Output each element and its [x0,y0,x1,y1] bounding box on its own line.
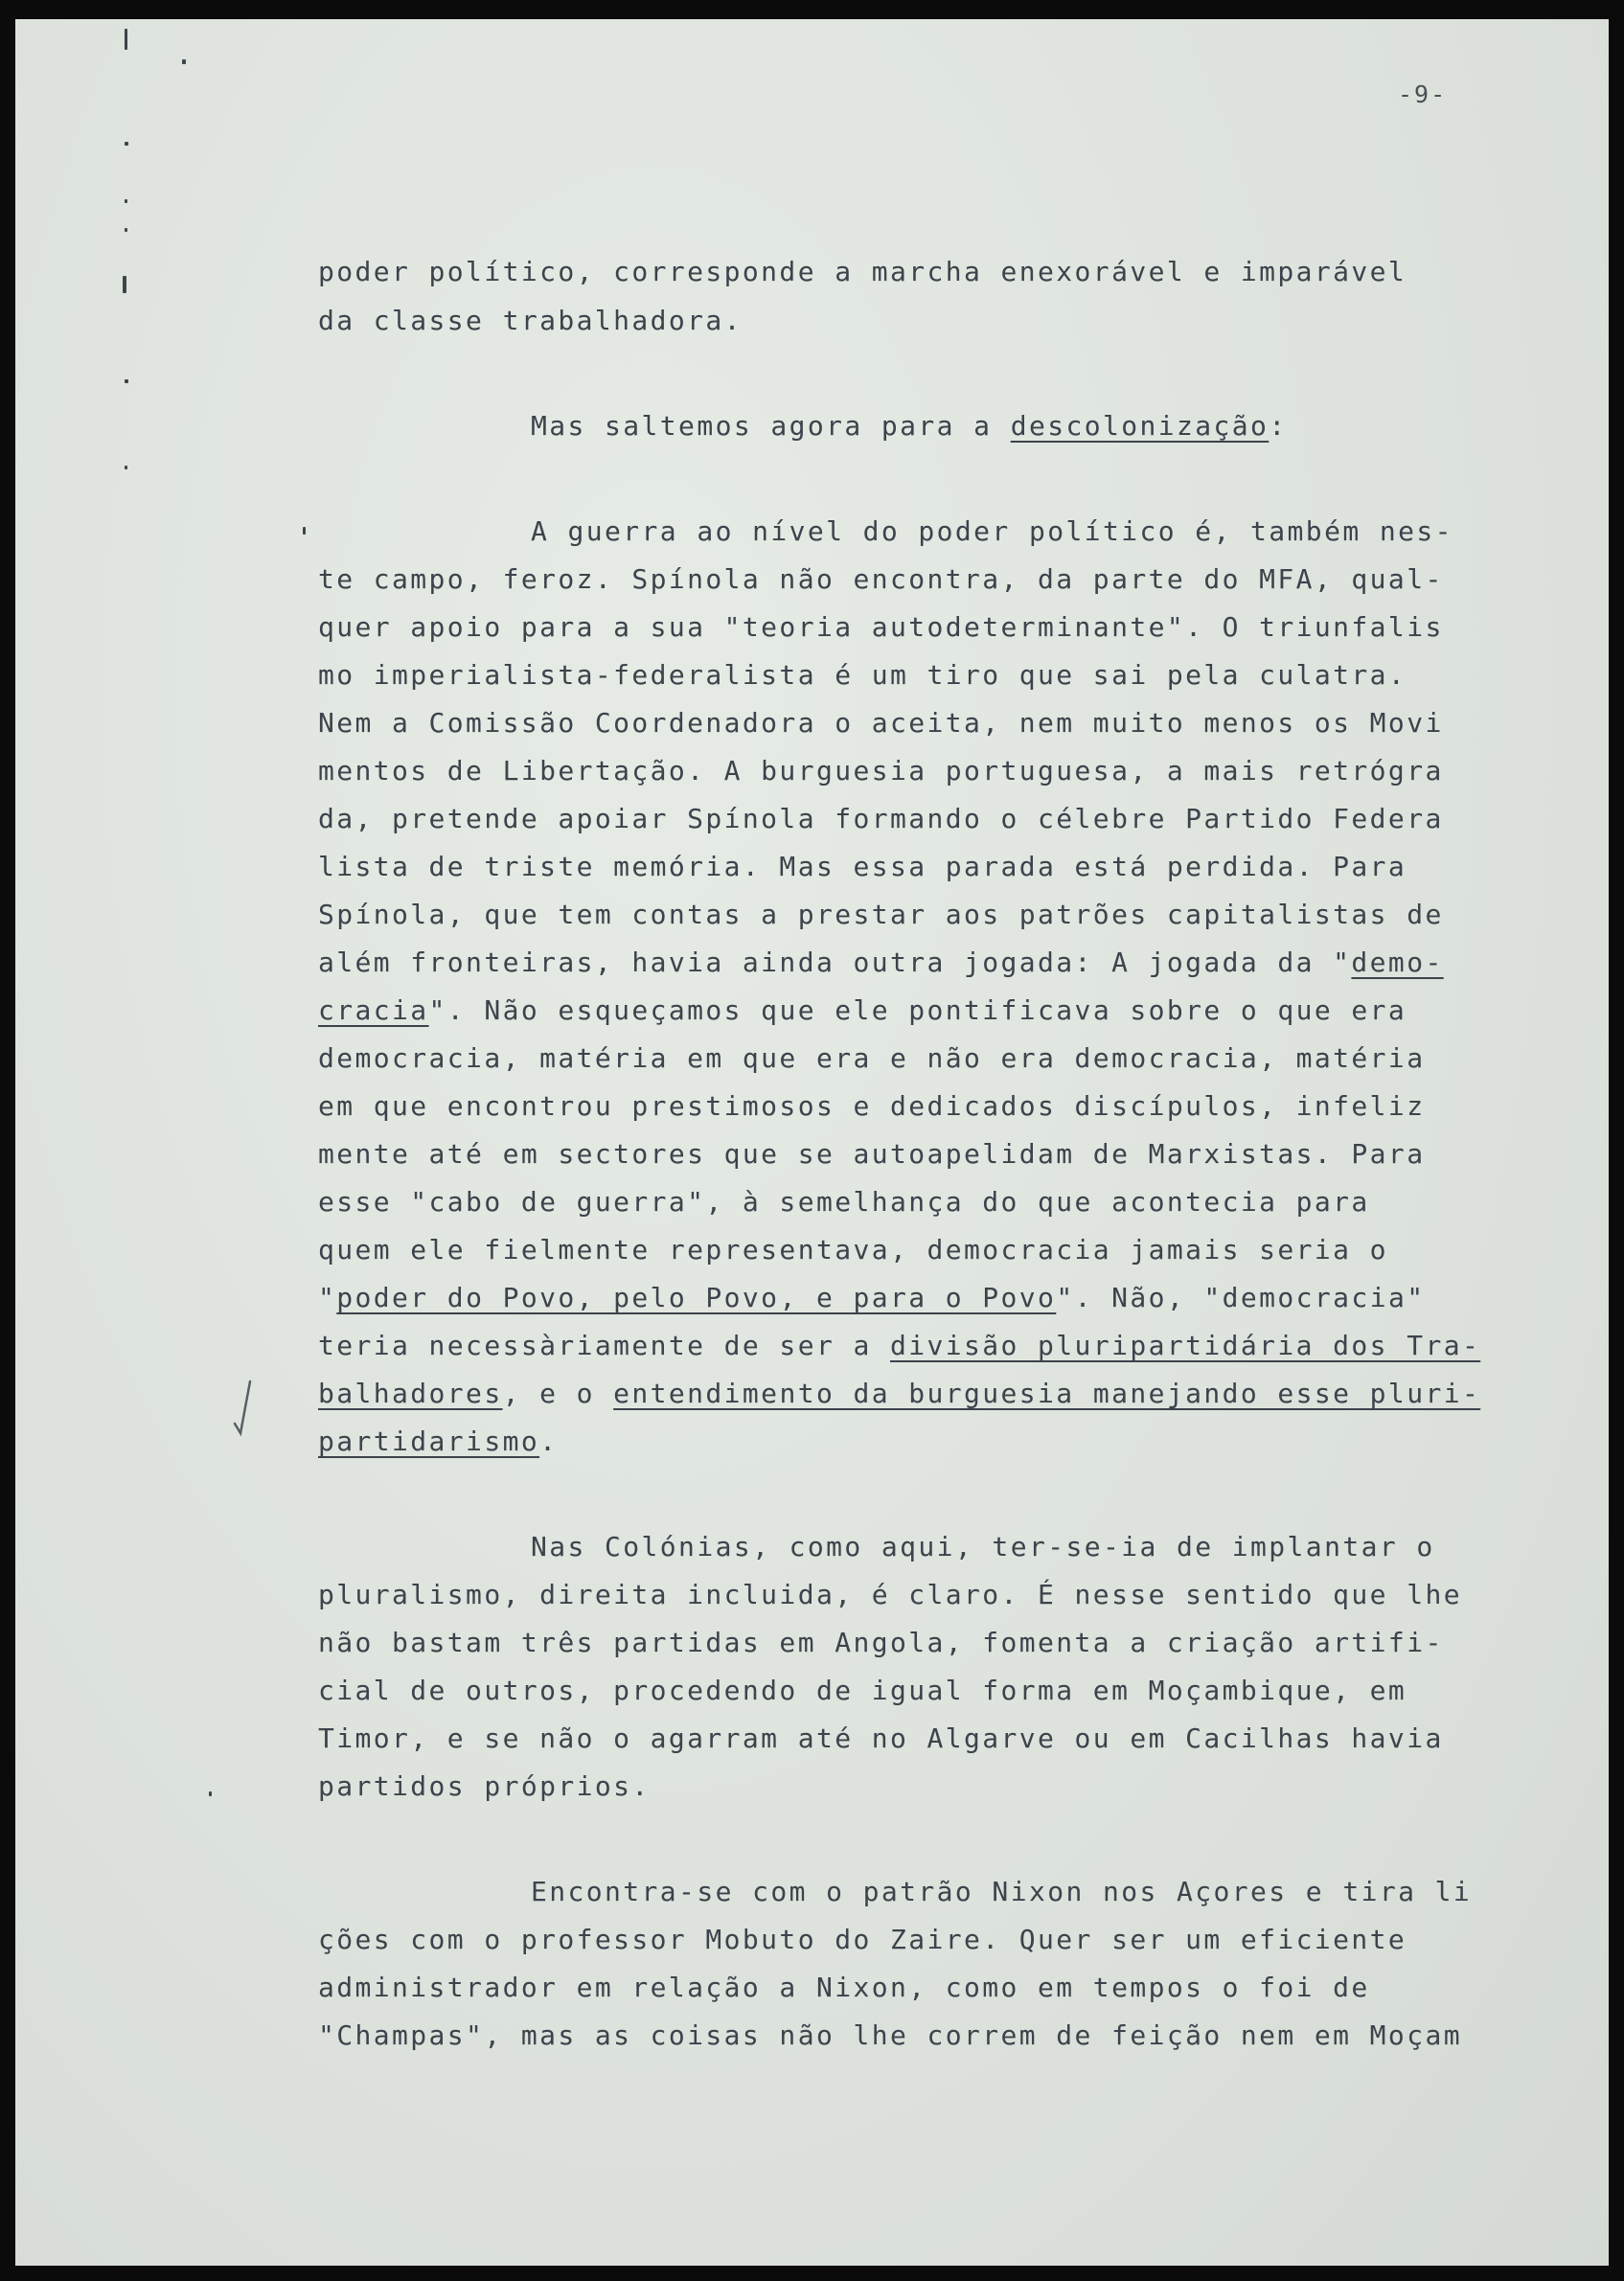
text-span: Mas saltemos agora para a [531,410,1011,442]
text-span: ". Não, "democracia" [1056,1282,1426,1313]
text-line [318,994,1407,1027]
text-line: te campo, feroz. Spínola não encontra, da parte do MFA, qual- [318,563,1444,595]
underlined-text: poder do Povo, pelo Povo, e para o Povo [336,1282,1057,1313]
underlined-text: entendimento da burguesia manejando esse pluri- [613,1378,1481,1409]
text-line: da, pretende apoiar Spínola formando o célebre Partido Federa [318,803,1444,834]
handwritten-check-mark [231,1370,269,1447]
text-line: Nem a Comissão Coordenadora o aceita, nem muito menos os Movi [318,707,1444,739]
scan-mark [125,142,128,146]
text-line [318,1378,1480,1410]
underlined-text: descolonização [1010,410,1269,442]
text-line: da classe trabalhadora. [318,305,743,336]
text-line: democracia, matéria em que era e não era democracia, matéria [318,1042,1426,1074]
text-line [318,1330,1480,1362]
text-line: quem ele fielmente representava, democracia jamais seria o [318,1234,1388,1266]
text-span: " [318,1282,337,1313]
page-number: -9- [1398,80,1448,108]
text-line: pluralismo, direita incluida, é claro. É nesse sentido que lhe [318,1579,1462,1610]
text-line: Timor, e se não o agarram até no Algarve ou em Cacilhas havia [318,1722,1444,1754]
scan-mark [303,527,306,535]
underlined-text: balhadores [318,1378,503,1409]
text-line: mo imperialista-federalista é um tiro que sai pela culatra. [318,659,1407,691]
underlined-text: demo- [1351,947,1444,978]
text-span: além fronteiras, havia ainda outra jogada: A jogada da " [318,947,1352,978]
scan-mark [125,199,127,203]
text-line: quer apoio para a sua "teoria autodeterminante". O triunfalis [318,611,1444,643]
text-span: , e o [502,1378,614,1409]
text-line [318,1282,1425,1314]
document-page [15,19,1609,2266]
scan-mark [125,228,127,232]
text-line: poder político, corresponde a marcha enexorável e imparável [318,256,1407,287]
underlined-text: divisão pluripartidária dos Tra- [889,1330,1481,1361]
text-line [531,410,1288,443]
underlined-text: partidarismo [318,1426,540,1457]
text-span: . [539,1426,559,1457]
scan-mark [209,1791,212,1796]
text-line: mente até em sectores que se autoapelidam de Marxistas. Para [318,1138,1426,1170]
text-line: ções com o professor Mobuto do Zaire. Quer ser um eficiente [318,1924,1407,1955]
scan-mark [125,466,127,469]
scan-mark [123,276,126,293]
text-line: em que encontrou prestimosos e dedicados discípulos, infeliz [318,1090,1426,1122]
text-line: esse "cabo de guerra", à semelhança do que acontecia para [318,1186,1370,1218]
text-span: teria necessàriamente de ser a [318,1330,890,1361]
text-line: administrador em relação a Nixon, como em tempos o foi de [318,1972,1370,2003]
text-span: ". Não esqueçamos que ele pontificava sobre o que era [428,994,1407,1026]
text-line: Spínola, que tem contas a prestar aos patrões capitalistas de [318,899,1444,930]
text-line [318,1426,558,1458]
text-line: A guerra ao nível do poder político é, também nes- [531,515,1453,547]
text-line: Encontra-se com o patrão Nixon nos Açores e tira li [531,1876,1473,1907]
text-line: "Champas", mas as coisas não lhe correm de feição nem em Moçam [318,2019,1462,2051]
scan-mark [182,59,186,64]
text-line: não bastam três partidas em Angola, fomenta a criação artifi- [318,1627,1444,1658]
text-line [318,947,1444,979]
text-line: lista de triste memória. Mas essa parada está perdida. Para [318,851,1407,882]
text-line: partidos próprios. [318,1770,651,1802]
text-line: Nas Colónias, como aqui, ter-se-ia de implantar o [531,1531,1435,1562]
scan-mark [125,379,128,383]
scan-mark [125,29,127,50]
text-line: mentos de Libertação. A burguesia portuguesa, a mais retrógra [318,755,1444,787]
text-line: cial de outros, procedendo de igual forma em Moçambique, em [318,1675,1407,1706]
text-span: : [1269,410,1288,442]
underlined-text: cracia [318,994,429,1026]
